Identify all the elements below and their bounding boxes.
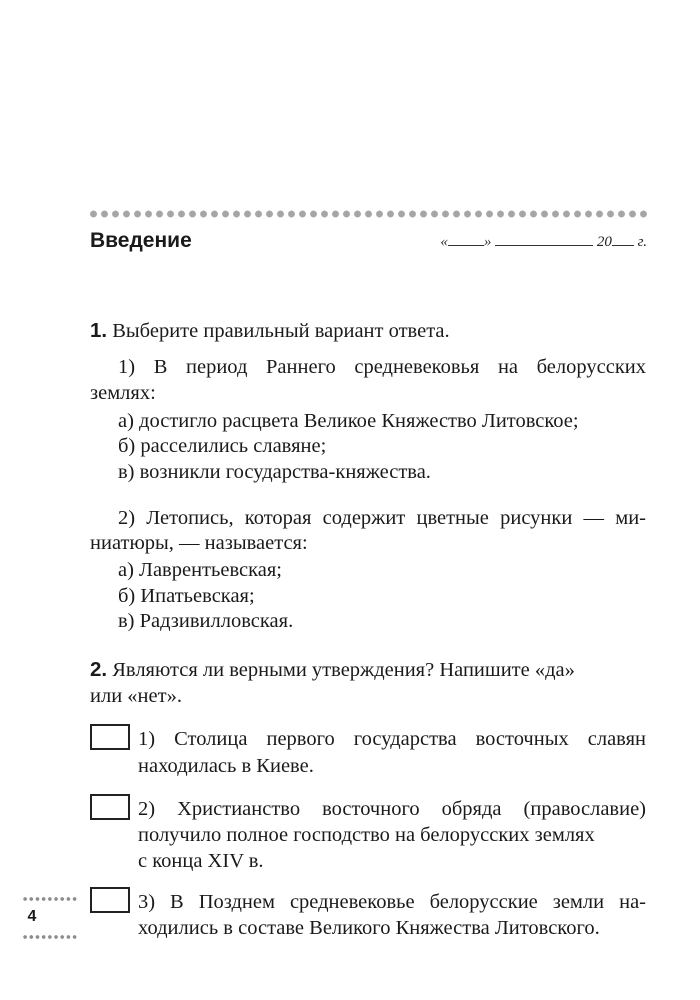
answer-box-2[interactable]: [90, 794, 130, 820]
task-1-prompt-text: Выберите правильный вариант ответа.: [112, 320, 450, 342]
statement-3-line2: ходились в составе Великого Княжества Литовского.: [138, 917, 600, 939]
question-1-line2: землях:: [90, 382, 156, 404]
date-open-quote: «: [440, 234, 448, 250]
task-1-prompt: [90, 318, 450, 344]
section-title: Введение: [90, 229, 192, 252]
dotted-divider: [88, 209, 648, 219]
statement-2-line2: получило полное господство на белорусских землях: [138, 824, 595, 846]
option-1c[interactable]: в) возникли государства-княжества.: [118, 461, 431, 483]
year-prefix: 20: [596, 234, 612, 250]
task-2-prompt-line1: Являются ли верными утверждения? Напишите «да»: [112, 659, 575, 681]
question-1-line1: 1) В период Раннего средневековья на белорусских: [118, 356, 646, 378]
option-1b[interactable]: б) расселились славяне;: [118, 435, 327, 457]
statement-3-line1: 3) В Позднем средневековье белорусские земли на-: [138, 891, 646, 913]
statement-1-line2: находилась в Киеве.: [138, 755, 314, 777]
option-2b[interactable]: б) Ипатьевская;: [118, 585, 255, 607]
task-2-prompt: [90, 657, 646, 683]
page-number: 4: [27, 908, 37, 925]
option-1a[interactable]: а) достигло расцвета Великое Княжество Литовское;: [118, 410, 579, 432]
date-field: [440, 234, 647, 251]
page-number-dots-bottom: [22, 934, 78, 940]
day-blank[interactable]: [448, 244, 484, 246]
task-2-prompt-line2: или «нет».: [90, 685, 182, 707]
question-2-line1: 2) Летопись, которая содержит цветные рисунки — ми-: [118, 507, 646, 529]
year-blank[interactable]: [612, 244, 634, 246]
year-unit: г.: [637, 234, 647, 250]
page-number-dots-top: [22, 896, 78, 902]
option-2a[interactable]: а) Лаврентьевская;: [118, 559, 282, 581]
month-blank[interactable]: [495, 244, 593, 246]
question-2-line2: ниатюры, — называется:: [90, 532, 308, 554]
statement-2-line1: 2) Христианство восточного обряда (православие): [138, 798, 646, 820]
option-2c[interactable]: в) Радзивилловская.: [118, 610, 294, 632]
statement-2-line3: с конца XIV в.: [138, 850, 264, 872]
task-1-number: 1.: [90, 319, 108, 342]
date-close-quote: »: [483, 234, 492, 250]
answer-box-1[interactable]: [90, 724, 130, 750]
task-2-number: 2.: [90, 658, 108, 681]
answer-box-3[interactable]: [90, 887, 130, 913]
statement-1-line1: 1) Столица первого государства восточных славян: [138, 728, 646, 750]
